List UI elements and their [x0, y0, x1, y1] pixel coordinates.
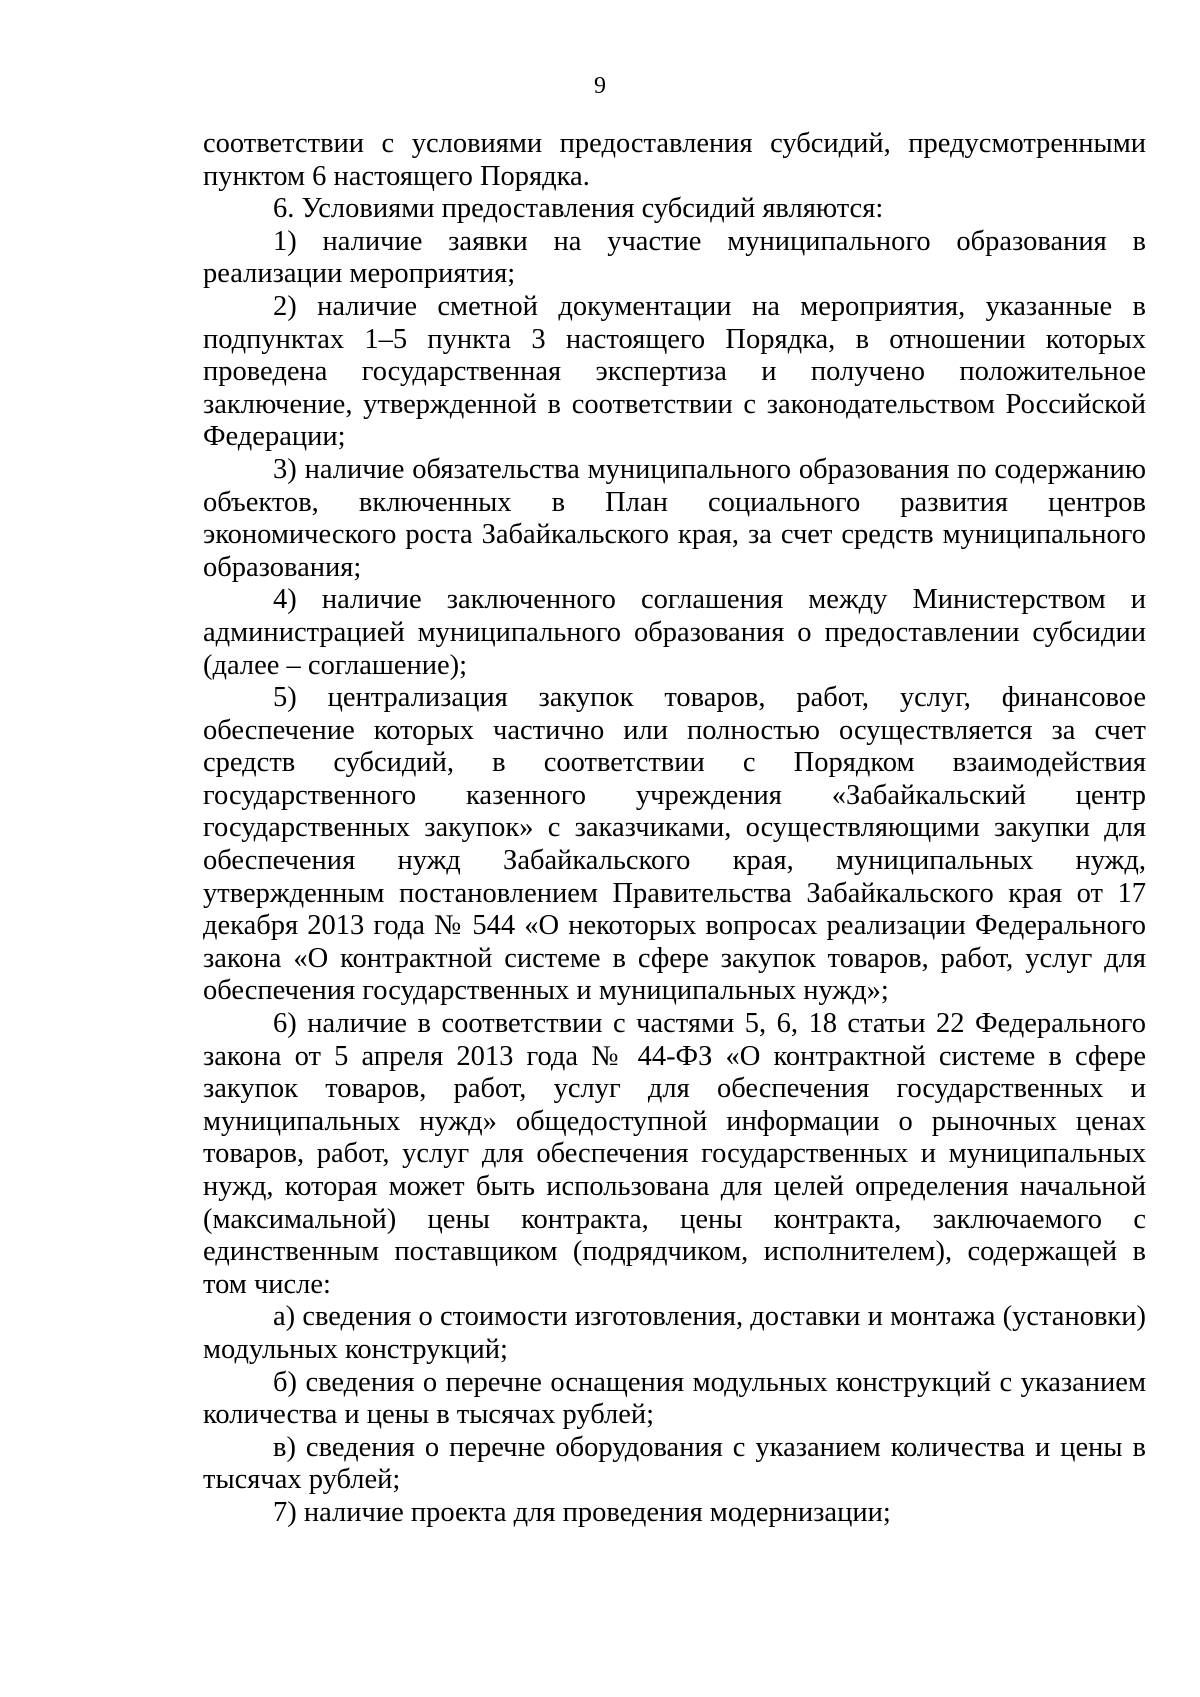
paragraph-condition-4: 4) наличие заключенного соглашения между Министерством и администрацией муниципального образования о предоставлении субсидии (далее – соглашение); [203, 584, 1146, 681]
paragraph-subitem-a: а) сведения о стоимости изготовления, доставки и монтажа (установки) модульных конструкций; [203, 1301, 1146, 1365]
page-number: 9 [594, 73, 606, 99]
document-body [203, 128, 1146, 1530]
paragraph-condition-3: 3) наличие обязательства муниципального образования по содержанию объектов, включенных в План социального развития центров экономического роста Забайкальского края, за счет средств муниципального образования; [203, 453, 1146, 583]
paragraph-condition-2: 2) наличие сметной документации на мероприятия, указанные в подпунктах 1–5 пункта 3 настоящего Порядка, в отношении которых проведена государственная экспертиза и получено положительное заключение, утвержденной в соответствии с законодательством Российской Федерации; [203, 290, 1146, 453]
paragraph-condition-6: 6) наличие в соответствии с частями 5, 6, 18 статьи 22 Федерального закона от 5 апреля 2013 года № 44-ФЗ «О контрактной системе в сфере закупок товаров, работ, услуг для обеспечения государственных и муниципальных нужд» общедоступной информации о рыночных ценах товаров, работ, услуг для обеспечения государственных и муниципальных нужд, которая может быть использована для целей определения начальной (максимальной) цены контракта, цены контракта, заключаемого с единственным поставщиком (подрядчиком, исполнителем), содержащей в том числе: [203, 1008, 1146, 1300]
paragraph-condition-1: 1) наличие заявки на участие муниципального образования в реализации мероприятия; [203, 225, 1146, 290]
paragraph-condition-5: 5) централизация закупок товаров, работ, услуг, финансовое обеспечение которых частично или полностью осуществляется за счет средств субсидий, в соответствии с Порядком взаимодействия государственного казенного учреждения «Забайкальский центр государственных закупок» с заказчиками, осуществляющими закупки для обеспечения нужд Забайкальского края, муниципальных нужд, утвержденным постановлением Правительства Забайкальского края от 17 декабря 2013 года № 544 «О некоторых вопросах реализации Федерального закона «О контрактной системе в сфере закупок товаров, работ, услуг для обеспечения государственных и муниципальных нужд»; [203, 682, 1146, 1007]
paragraph-conditions-heading: 6. Условиями предоставления субсидий являются: [273, 193, 884, 225]
paragraph-subitem-v: в) сведения о перечне оборудования с указанием количества и цены в тысячах рублей; [203, 1431, 1146, 1496]
paragraph-subitem-b: б) сведения о перечне оснащения модульных конструкций с указанием количества и цены в тысячах рублей; [203, 1366, 1146, 1431]
paragraph-continuation: соответствии с условиями предоставления субсидий, предусмотренными пунктом 6 настоящего Порядка. [203, 128, 1146, 192]
paragraph-condition-7: 7) наличие проекта для проведения модернизации; [273, 1496, 891, 1528]
